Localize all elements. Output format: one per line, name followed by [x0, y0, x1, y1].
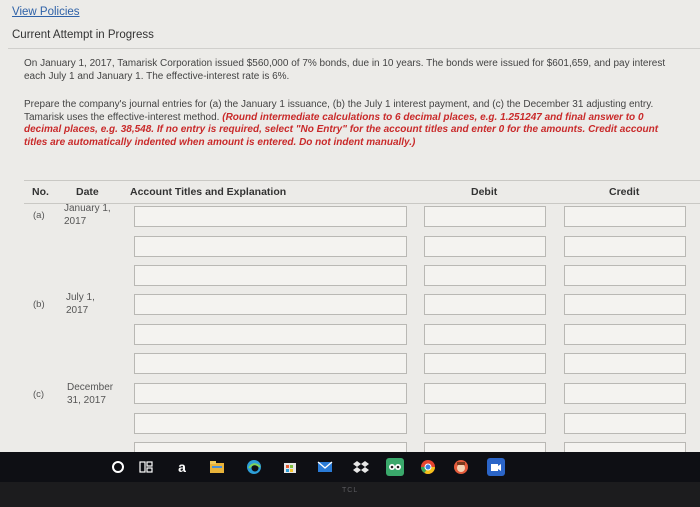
account-title-input[interactable]	[134, 206, 407, 227]
header-debit: Debit	[471, 186, 498, 198]
credit-input[interactable]	[564, 353, 686, 374]
account-title-input[interactable]	[134, 383, 407, 404]
task-view-icon[interactable]	[137, 458, 155, 476]
account-title-input[interactable]	[134, 442, 407, 452]
debit-input[interactable]	[424, 236, 546, 257]
credit-input[interactable]	[564, 442, 686, 452]
store-icon[interactable]	[281, 458, 299, 476]
edge-icon[interactable]	[245, 458, 263, 476]
debit-input[interactable]	[424, 383, 546, 404]
entry-no: (c)	[33, 389, 45, 400]
entry-date-line1: July 1,	[66, 292, 95, 303]
credit-input[interactable]	[564, 324, 686, 345]
rounding-instructions: (Round intermediate calculations to 6 decimal places, e.g. 1.251247 and final answer to 0 decimal places, e.g. 38,548. If no entry is required, select "No Entry" for the account titles and enter 0 for the amounts. Credit account titles are automatically indented when amount is entered. Do not indent manually.)	[24, 111, 659, 148]
debit-input[interactable]	[424, 294, 546, 315]
credit-input[interactable]	[564, 383, 686, 404]
table-header	[24, 180, 700, 204]
divider	[8, 48, 700, 49]
avatar-app-icon[interactable]	[452, 458, 470, 476]
entry-date-line2: 2017	[64, 215, 87, 227]
entry-date-line2: 2017	[66, 304, 89, 316]
entry-no: (b)	[33, 299, 45, 310]
entry-date	[66, 292, 136, 317]
entry-date	[67, 382, 137, 407]
dropbox-icon[interactable]	[352, 458, 370, 476]
credit-input[interactable]	[564, 206, 686, 227]
debit-input[interactable]	[424, 442, 546, 452]
header-date: Date	[76, 186, 99, 198]
view-policies-link[interactable]: View Policies	[12, 6, 80, 18]
header-account: Account Titles and Explanation	[130, 186, 287, 198]
entry-date-line2: 31, 2017	[67, 394, 106, 406]
monitor-brand-label: TCL	[342, 487, 359, 494]
taskbar	[0, 452, 700, 482]
video-app-icon[interactable]	[487, 458, 505, 476]
problem-statement	[24, 58, 679, 149]
account-title-input[interactable]	[134, 324, 407, 345]
credit-input[interactable]	[564, 413, 686, 434]
start-icon[interactable]	[109, 458, 127, 476]
mail-icon[interactable]	[316, 458, 334, 476]
account-title-input[interactable]	[134, 353, 407, 374]
header-no: No.	[32, 186, 49, 198]
account-title-input[interactable]	[134, 265, 407, 286]
credit-input[interactable]	[564, 236, 686, 257]
debit-input[interactable]	[424, 206, 546, 227]
chrome-icon[interactable]	[419, 458, 437, 476]
entry-date-line1: January 1,	[64, 203, 111, 214]
entry-no: (a)	[33, 210, 45, 221]
account-title-input[interactable]	[134, 236, 407, 257]
account-title-input[interactable]	[134, 294, 407, 315]
journal-entry-table	[24, 180, 700, 452]
problem-paragraph-2	[24, 99, 679, 149]
debit-input[interactable]	[424, 413, 546, 434]
entry-date	[64, 203, 134, 228]
file-explorer-icon[interactable]	[208, 458, 226, 476]
debit-input[interactable]	[424, 353, 546, 374]
credit-input[interactable]	[564, 294, 686, 315]
credit-input[interactable]	[564, 265, 686, 286]
account-title-input[interactable]	[134, 413, 407, 434]
attempt-status: Current Attempt in Progress	[12, 29, 154, 41]
header-credit: Credit	[609, 186, 640, 198]
entry-date-line1: December	[67, 382, 114, 393]
debit-input[interactable]	[424, 265, 546, 286]
debit-input[interactable]	[424, 324, 546, 345]
instructions-text: Prepare the company's journal entries for (a) the January 1 issuance, (b) the July 1 interest payment, and (c) the December 31 adjusting entry. Tamarisk uses the effective-interest method.	[24, 99, 654, 123]
problem-paragraph-1: On January 1, 2017, Tamarisk Corporation issued $560,000 of 7% bonds, due in 10 years. The bonds were issued for $601,659, and pay interest each July 1 and January 1. The effective-interest rate is 6%.	[24, 58, 666, 82]
tripadvisor-icon[interactable]	[386, 458, 404, 476]
amazon-icon[interactable]: a	[178, 459, 186, 475]
